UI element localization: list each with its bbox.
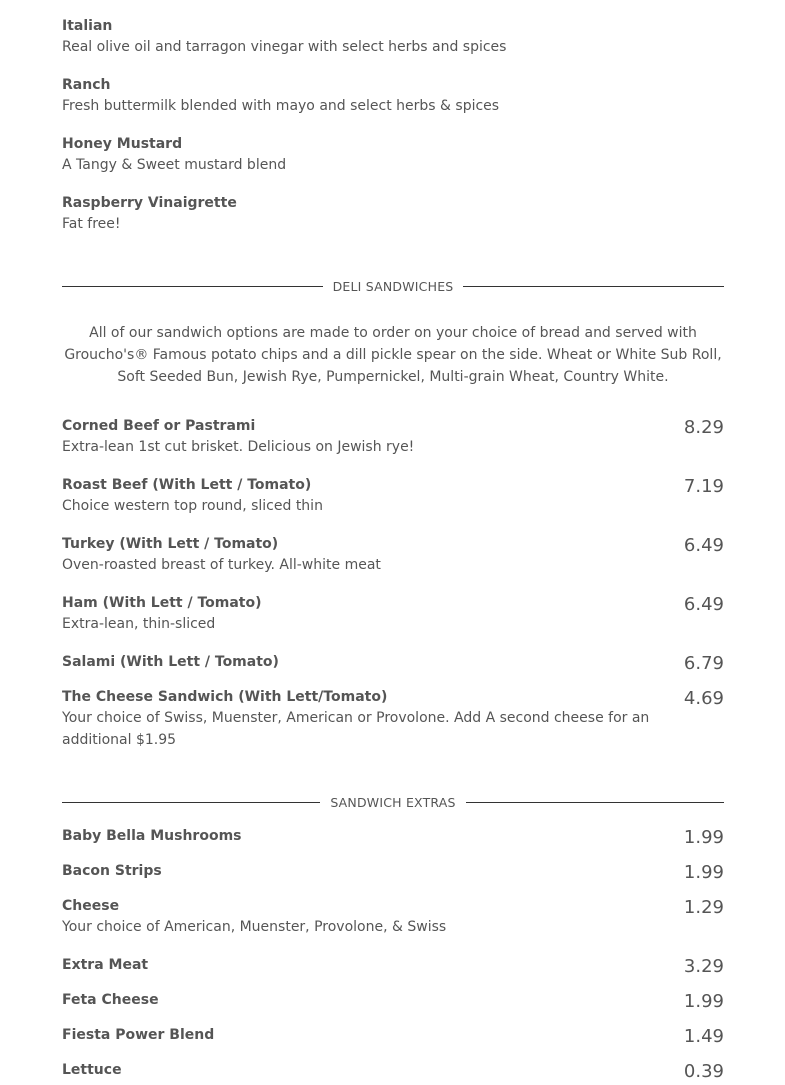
divider-line	[62, 802, 320, 803]
extra-item	[62, 1060, 724, 1080]
divider-line	[62, 286, 323, 287]
item-name: Fiesta Power Blend	[62, 1027, 215, 1043]
item-name: Bacon Strips	[62, 863, 162, 879]
item-price: 1.99	[683, 991, 724, 1012]
item-name: Corned Beef or Pastrami	[62, 418, 256, 434]
section-header-deli-sandwiches	[62, 276, 724, 296]
item-price: 7.19	[683, 476, 724, 497]
item-description: Fresh buttermilk blended with mayo and select herbs & spices	[62, 98, 500, 114]
item-name: Lettuce	[62, 1062, 122, 1078]
menu-item	[62, 687, 724, 751]
dressing-item	[62, 193, 724, 235]
item-name: Honey Mustard	[62, 136, 183, 152]
item-description: Oven-roasted breast of turkey. All-white meat	[62, 557, 381, 573]
item-price: 1.99	[683, 827, 724, 848]
section-header-sandwich-extras	[62, 792, 724, 812]
item-price: 8.29	[683, 417, 724, 438]
item-price: 3.29	[683, 956, 724, 977]
dressing-item	[62, 75, 724, 117]
item-description: Fat free!	[62, 216, 121, 232]
extra-item	[62, 990, 724, 1010]
item-price: 1.29	[683, 897, 724, 918]
item-name: Ranch	[62, 77, 111, 93]
item-price: 6.79	[683, 653, 724, 674]
divider-line	[466, 802, 724, 803]
item-name: Italian	[62, 18, 113, 34]
item-price: 6.49	[683, 594, 724, 615]
extra-item	[62, 826, 724, 846]
menu-item	[62, 534, 724, 576]
extra-item	[62, 861, 724, 881]
item-name: Salami (With Lett / Tomato)	[62, 654, 279, 670]
item-price: 6.49	[683, 535, 724, 556]
item-price: 0.39	[683, 1061, 724, 1082]
item-description: Real olive oil and tarragon vinegar with select herbs and spices	[62, 39, 507, 55]
dressing-item	[62, 16, 724, 58]
item-name: Ham (With Lett / Tomato)	[62, 595, 262, 611]
menu-item	[62, 652, 724, 672]
item-description: Extra-lean, thin-sliced	[62, 616, 216, 632]
section-title: SANDWICH EXTRAS	[330, 794, 456, 810]
item-description: A Tangy & Sweet mustard blend	[62, 157, 287, 173]
extra-item	[62, 955, 724, 975]
item-name: Roast Beef (With Lett / Tomato)	[62, 477, 312, 493]
section-intro: All of our sandwich options are made to order on your choice of bread and served with Groucho's® Famous potato chips and a dill pickle spear on the side. Wheat or White Sub Roll, Soft Seeded Bun, Jewish Rye, Pumpernickel, Multi-grain Wheat, Country White.	[64, 325, 722, 385]
item-price: 1.99	[683, 862, 724, 883]
item-name: Feta Cheese	[62, 992, 159, 1008]
extra-item	[62, 1025, 724, 1045]
item-name: Turkey (With Lett / Tomato)	[62, 536, 279, 552]
dressing-item	[62, 134, 724, 176]
item-description: Choice western top round, sliced thin	[62, 498, 323, 514]
item-description: Your choice of Swiss, Muenster, American or Provolone. Add A second cheese for an additional $1.95	[62, 710, 650, 748]
section-title: DELI SANDWICHES	[332, 278, 454, 294]
menu-item	[62, 475, 724, 517]
item-name: Extra Meat	[62, 957, 149, 973]
item-price: 1.49	[683, 1026, 724, 1047]
item-name: Cheese	[62, 898, 120, 914]
menu-item	[62, 416, 724, 458]
extra-item	[62, 896, 724, 938]
item-name: The Cheese Sandwich (With Lett/Tomato)	[62, 689, 388, 705]
menu-item	[62, 593, 724, 635]
item-name: Baby Bella Mushrooms	[62, 828, 242, 844]
item-price: 4.69	[683, 688, 724, 709]
divider-line	[463, 286, 724, 287]
item-description: Extra-lean 1st cut brisket. Delicious on Jewish rye!	[62, 439, 415, 455]
item-name: Raspberry Vinaigrette	[62, 195, 237, 211]
item-description: Your choice of American, Muenster, Provolone, & Swiss	[62, 919, 447, 935]
